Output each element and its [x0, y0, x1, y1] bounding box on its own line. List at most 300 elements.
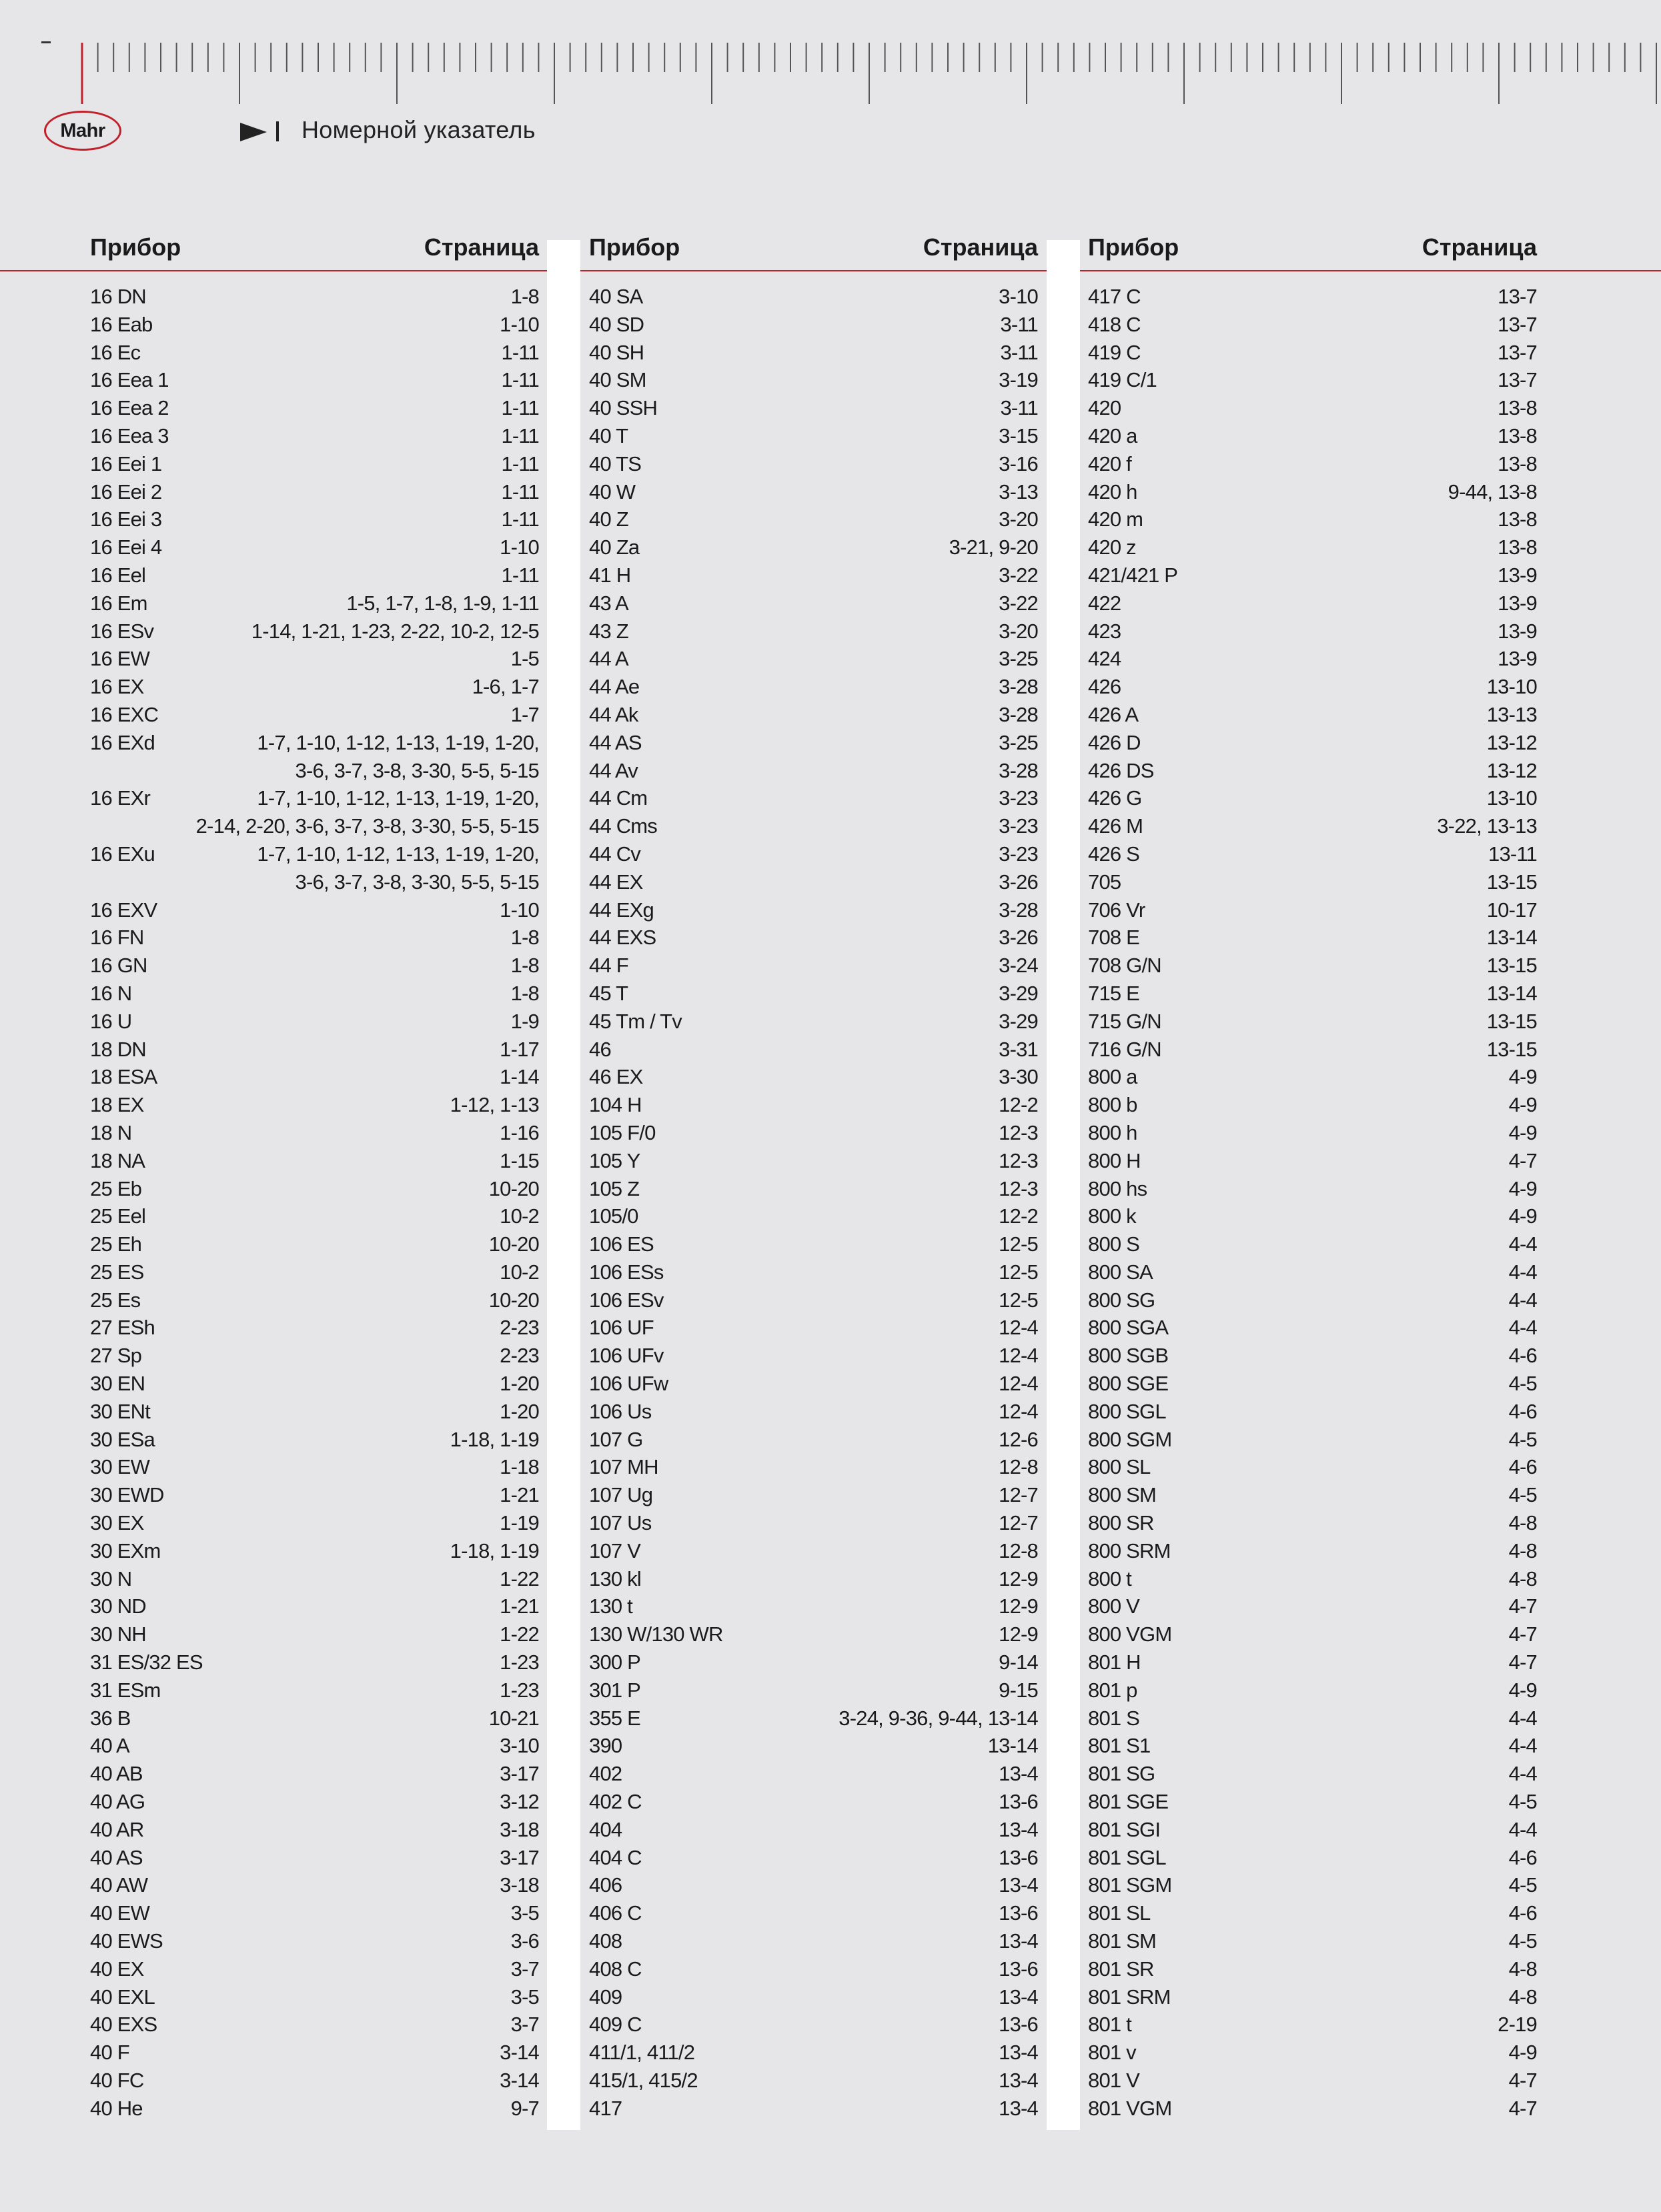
page-refs: [1498, 562, 1537, 590]
page-refs: [999, 1091, 1038, 1119]
page-ref-line: 4-9: [1508, 1678, 1537, 1702]
page-ref-line: 3-7: [510, 2013, 539, 2037]
index-row: [1088, 1509, 1537, 1537]
page-ref-line: 3-20: [999, 507, 1038, 531]
page-refs: [511, 924, 539, 952]
page-refs: [511, 980, 539, 1008]
device-name: 107 Us: [589, 1511, 652, 1535]
page-refs: [196, 784, 539, 840]
index-row: [90, 1202, 539, 1230]
page-ref-line: 3-11: [1000, 396, 1038, 420]
index-row: [1088, 533, 1537, 562]
device-name: 705: [1088, 870, 1121, 894]
device-name: 801 H: [1088, 1650, 1141, 1675]
page-refs: [511, 1983, 539, 2011]
page-refs: [500, 1342, 539, 1370]
index-row: [589, 562, 1038, 590]
page-ref-line: 3-15: [999, 423, 1038, 447]
index-row: [1088, 812, 1537, 840]
page-refs: [1509, 1091, 1537, 1119]
index-row: [90, 701, 539, 729]
page-refs: [999, 1230, 1038, 1258]
page-refs: [1509, 1230, 1537, 1258]
index-row: [589, 1008, 1038, 1036]
device-name: 801 SG: [1088, 1762, 1155, 1786]
page-refs: [999, 1481, 1038, 1509]
index-row: [1088, 283, 1537, 311]
ruler-dash: [41, 41, 51, 43]
page-ref-line: 1-23: [500, 1678, 539, 1702]
device-name: 43 Z: [589, 619, 628, 643]
device-name: 40 SM: [589, 368, 646, 392]
index-row: [1088, 1565, 1537, 1593]
index-row: [90, 1732, 539, 1760]
page-refs: [1509, 1565, 1537, 1593]
index-row: [589, 311, 1038, 339]
page-refs: [511, 645, 539, 673]
index-row: [90, 1844, 539, 1872]
page-ref-line: 3-29: [999, 1009, 1038, 1033]
page-refs: [500, 1565, 539, 1593]
device-name: 105 Y: [589, 1148, 640, 1172]
device-name: 16 EXu: [90, 842, 155, 866]
index-row: [90, 1705, 539, 1733]
device-name: 31 ESm: [90, 1678, 161, 1702]
device-name: 40 Za: [589, 535, 640, 560]
page-refs: [500, 1620, 539, 1648]
device-name: 30 ENt: [90, 1399, 150, 1423]
page-refs: [1509, 1147, 1537, 1175]
page-ref-line: 13-4: [999, 1985, 1038, 2009]
index-row: [90, 729, 539, 785]
index-row: [1088, 1342, 1537, 1370]
page-ref-line: 10-17: [1486, 898, 1537, 922]
device-name: 16 EX: [90, 675, 144, 699]
index-row: [90, 1983, 539, 2011]
page-ref-line: 13-9: [1498, 647, 1537, 671]
device-name: 130 W/130 WR: [589, 1622, 723, 1646]
page-refs: [999, 422, 1038, 450]
device-name: 16 EXC: [90, 702, 159, 726]
device-name: 107 MH: [589, 1455, 658, 1479]
page-refs: [1437, 812, 1537, 840]
mahr-logo: [44, 111, 121, 151]
index-row: [1088, 924, 1537, 952]
page-ref-line: 9-14: [999, 1650, 1038, 1675]
index-row: [90, 1648, 539, 1677]
index-row: [1088, 1816, 1537, 1844]
page-refs: [251, 618, 539, 646]
page-ref-line: 3-24, 9-36, 9-44, 13-14: [839, 1706, 1038, 1730]
page-ref-line: 3-28: [999, 898, 1038, 922]
page-ref-line: 13-13: [1486, 702, 1537, 726]
index-row: [589, 1844, 1038, 1872]
index-row: [589, 2067, 1038, 2095]
page-refs: [1487, 1036, 1537, 1064]
page-ref-line: 13-15: [1486, 1037, 1537, 1061]
device-name: 27 Sp: [90, 1344, 142, 1368]
page-ref-line: 13-4: [999, 1873, 1038, 1897]
index-row: [1088, 366, 1537, 394]
device-name: 800 SL: [1088, 1455, 1151, 1479]
page-refs: [511, 952, 539, 980]
device-name: 800 SR: [1088, 1511, 1154, 1535]
page-ref-line: 13-15: [1486, 870, 1537, 894]
index-row: [90, 450, 539, 478]
index-row: [1088, 2011, 1537, 2039]
device-name: 106 UFw: [589, 1372, 668, 1396]
page-ref-line: 4-5: [1508, 1483, 1537, 1507]
page-ref-line: 3-23: [999, 814, 1038, 838]
index-row: [589, 1063, 1038, 1091]
page-refs: [999, 1453, 1038, 1481]
device-name: 420 f: [1088, 451, 1131, 475]
index-row: [589, 757, 1038, 785]
index-row: [90, 1899, 539, 1927]
index-row: [90, 1620, 539, 1648]
index-row: [589, 1314, 1038, 1342]
index-row: [1088, 1286, 1537, 1314]
index-row: [1088, 1788, 1537, 1816]
index-row: [90, 394, 539, 422]
device-name: 30 ND: [90, 1594, 146, 1618]
index-row: [1088, 1008, 1537, 1036]
device-name: 30 EW: [90, 1455, 150, 1479]
page-ref-line: 3-25: [999, 730, 1038, 754]
page-refs: [501, 450, 539, 478]
index-row: [90, 1426, 539, 1454]
page-ref-line: 1-11: [501, 479, 539, 503]
device-name: 107 V: [589, 1538, 641, 1562]
device-name: 800 SG: [1088, 1288, 1155, 1312]
index-row: [589, 1648, 1038, 1677]
index-row: [1088, 757, 1537, 785]
device-name: 421/421 P: [1088, 563, 1178, 587]
index-row: [90, 896, 539, 924]
device-name: 25 Es: [90, 1288, 141, 1312]
device-name: 800 h: [1088, 1120, 1137, 1144]
page-ref-line: 3-5: [510, 1901, 539, 1925]
page-ref-line: 13-8: [1498, 423, 1537, 447]
page-ref-line: 1-5, 1-7, 1-8, 1-9, 1-11: [346, 591, 539, 615]
page-ref-line: 13-7: [1498, 340, 1537, 364]
device-name: 16 Em: [90, 591, 147, 615]
index-row: [589, 729, 1038, 757]
page-ref-line: 4-6: [1508, 1845, 1537, 1869]
device-name: 16 GN: [90, 954, 147, 978]
page-refs: [511, 1955, 539, 1983]
page-ref-line: 13-4: [999, 2041, 1038, 2065]
page-refs: [1498, 645, 1537, 673]
index-row: [90, 645, 539, 673]
page-refs: [511, 701, 539, 729]
index-row: [1088, 1899, 1537, 1927]
page-header: Страница: [923, 233, 1038, 261]
device-header: Прибор: [1088, 233, 1179, 261]
page-ref-line: 12-5: [999, 1232, 1038, 1256]
device-name: 44 F: [589, 954, 628, 978]
page-ref-line: 13-8: [1498, 451, 1537, 475]
device-name: 801 V: [1088, 2069, 1140, 2092]
device-name: 40 AS: [90, 1845, 143, 1869]
page-refs: [1487, 673, 1537, 701]
page-refs: [1509, 1537, 1537, 1565]
page-refs: [1509, 1453, 1537, 1481]
device-name: 40 EW: [90, 1901, 150, 1925]
index-row: [90, 1955, 539, 1983]
page-refs: [1509, 1844, 1537, 1872]
index-row: [1088, 562, 1537, 590]
index-row: [90, 1871, 539, 1899]
device-name: 800 hs: [1088, 1176, 1147, 1200]
device-name: 300 P: [589, 1650, 641, 1675]
page-refs: [501, 366, 539, 394]
device-name: 404 C: [589, 1845, 642, 1869]
page-refs: [999, 1620, 1038, 1648]
page-refs: [1498, 339, 1537, 367]
device-name: 801 SM: [1088, 1929, 1157, 1953]
page-refs: [489, 1175, 539, 1203]
device-name: 44 A: [589, 647, 628, 671]
index-row: [589, 980, 1038, 1008]
device-name: 105 Z: [589, 1176, 640, 1200]
page-refs: [999, 590, 1038, 618]
page-refs: [1509, 1286, 1537, 1314]
device-name: 800 b: [1088, 1093, 1137, 1117]
index-row: [90, 784, 539, 840]
index-row: [90, 1175, 539, 1203]
page-refs: [999, 618, 1038, 646]
index-row: [589, 1119, 1038, 1147]
index-row: [589, 366, 1038, 394]
page-refs: [501, 422, 539, 450]
index-row: [90, 283, 539, 311]
device-name: 30 EWD: [90, 1483, 164, 1507]
index-row: [1088, 339, 1537, 367]
page-ref-line: 4-6: [1508, 1455, 1537, 1479]
page-refs: [999, 1788, 1038, 1816]
page-ref-line: 2-23: [500, 1344, 539, 1368]
page-refs: [999, 645, 1038, 673]
page-ref-line: 1-20: [500, 1399, 539, 1423]
device-name: 40 EX: [90, 1957, 144, 1981]
page-refs: [999, 1955, 1038, 1983]
index-row: [90, 1788, 539, 1816]
index-row: [589, 701, 1038, 729]
page-refs: [999, 1565, 1038, 1593]
index-row: [589, 896, 1038, 924]
index-row: [589, 2039, 1038, 2067]
page-refs: [1509, 1816, 1537, 1844]
device-name: 16 Eea 2: [90, 396, 169, 420]
page-ref-line: 13-7: [1498, 285, 1537, 308]
page-ref-line: 13-11: [1488, 842, 1537, 866]
device-name: 44 EXS: [589, 926, 656, 950]
device-name: 40 SH: [589, 340, 644, 364]
page-ref-line: 3-25: [999, 647, 1038, 671]
page-refs: [999, 1760, 1038, 1788]
device-name: 106 ES: [589, 1232, 654, 1256]
page-ref-line: 3-18: [500, 1817, 539, 1841]
page-refs: [500, 1398, 539, 1426]
page-refs: [511, 283, 539, 311]
page-ref-line: 13-15: [1486, 1009, 1537, 1033]
page-refs: [501, 339, 539, 367]
page-refs: [500, 1509, 539, 1537]
page-ref-line: 4-4: [1508, 1734, 1537, 1758]
page-refs: [500, 1063, 539, 1091]
page-refs: [999, 478, 1038, 506]
page-ref-line: 3-17: [500, 1762, 539, 1786]
index-row: [1088, 1620, 1537, 1648]
page-refs: [1509, 2039, 1537, 2067]
index-row: [1088, 311, 1537, 339]
device-name: 105/0: [589, 1204, 638, 1228]
page-ref-line: 4-4: [1508, 1762, 1537, 1786]
page-ref-line: 12-3: [999, 1148, 1038, 1172]
page-refs: [500, 1370, 539, 1398]
page-ref-line: 12-2: [999, 1093, 1038, 1117]
page-refs: [1487, 868, 1537, 896]
device-name: 408 C: [589, 1957, 642, 1981]
page-refs: [1487, 980, 1537, 1008]
index-row: [1088, 1537, 1537, 1565]
page-ref-line: 13-8: [1498, 396, 1537, 420]
index-row: [589, 2011, 1038, 2039]
index-row: [90, 533, 539, 562]
page-refs: [450, 1091, 539, 1119]
page-ref-line: 1-10: [500, 898, 539, 922]
page-ref-line: 1-12, 1-13: [450, 1093, 539, 1117]
index-row: [90, 505, 539, 533]
device-name: 420 h: [1088, 479, 1137, 503]
page-ref-line: 3-21, 9-20: [949, 535, 1038, 560]
page-ref-line: 1-7, 1-10, 1-12, 1-13, 1-19, 1-20,: [257, 842, 539, 866]
index-row: [1088, 1398, 1537, 1426]
device-name: 40 He: [90, 2096, 143, 2120]
page-refs: [500, 311, 539, 339]
device-name: 420: [1088, 396, 1121, 420]
page-refs: [988, 1732, 1038, 1760]
page-refs: [1509, 1620, 1537, 1648]
page-refs: [500, 533, 539, 562]
device-name: 801 SGL: [1088, 1845, 1166, 1869]
page-ref-line: 3-19: [999, 368, 1038, 392]
device-name: 708 G/N: [1088, 954, 1161, 978]
index-row: [589, 478, 1038, 506]
page-ref-line: 3-23: [999, 786, 1038, 810]
page-ref-line: 4-8: [1508, 1538, 1537, 1562]
page-refs: [1509, 1509, 1537, 1537]
page-ref-line: 4-9: [1508, 1120, 1537, 1144]
device-name: 106 UF: [589, 1316, 654, 1340]
page-ref-line: 4-8: [1508, 1566, 1537, 1590]
page-ref-line: 13-7: [1498, 312, 1537, 336]
device-name: 40 Z: [589, 507, 628, 531]
page-ref-line: 9-44, 13-8: [1448, 479, 1537, 503]
index-row: [589, 1370, 1038, 1398]
page-ref-line: 4-7: [1508, 2069, 1537, 2092]
index-row: [1088, 1063, 1537, 1091]
device-name: 45 Tm / Tv: [589, 1009, 682, 1033]
page-refs: [501, 478, 539, 506]
page-ref-line: 13-9: [1498, 563, 1537, 587]
device-name: 16 Eel: [90, 563, 146, 587]
index-row: [90, 1119, 539, 1147]
page-ref-line: 4-7: [1508, 1650, 1537, 1675]
device-name: 30 NH: [90, 1622, 146, 1646]
device-name: 16 EXr: [90, 786, 150, 810]
device-name: 800 SM: [1088, 1483, 1157, 1507]
device-name: 801 SR: [1088, 1957, 1154, 1981]
page-ref-line: 3-11: [1000, 312, 1038, 336]
device-name: 417: [589, 2096, 622, 2120]
page-ref-line: 13-6: [999, 1901, 1038, 1925]
page-ref-line: 3-14: [500, 2041, 539, 2065]
device-name: 800 k: [1088, 1204, 1136, 1228]
device-name: 40 T: [589, 423, 628, 447]
page-ref-line: 4-6: [1508, 1901, 1537, 1925]
device-name: 800 SA: [1088, 1260, 1153, 1284]
index-row: [1088, 1481, 1537, 1509]
device-name: 801 t: [1088, 2013, 1131, 2037]
index-row: [90, 1230, 539, 1258]
device-name: 30 EN: [90, 1372, 145, 1396]
device-name: 800 t: [1088, 1566, 1131, 1590]
index-row: [589, 1537, 1038, 1565]
index-row: [589, 673, 1038, 701]
page-ref-line: 12-9: [999, 1622, 1038, 1646]
index-row: [589, 1147, 1038, 1175]
page-ref-line: 13-6: [999, 1845, 1038, 1869]
device-name: 423: [1088, 619, 1121, 643]
device-name: 420 m: [1088, 507, 1143, 531]
device-name: 800 VGM: [1088, 1622, 1172, 1646]
index-row: [1088, 1091, 1537, 1119]
device-name: 106 ESs: [589, 1260, 664, 1284]
page-refs: [999, 283, 1038, 311]
page-refs: [1509, 1175, 1537, 1203]
page-ref-line: 1-21: [500, 1594, 539, 1618]
index-row: [589, 1036, 1038, 1064]
device-name: 40 SD: [589, 312, 644, 336]
device-name: 46 EX: [589, 1065, 643, 1089]
device-name: 426 M: [1088, 814, 1143, 838]
index-row: [589, 394, 1038, 422]
index-row: [589, 1175, 1038, 1203]
page-ref-line: 1-14, 1-21, 1-23, 2-22, 10-2, 12-5: [251, 619, 539, 643]
index-row: [1088, 952, 1537, 980]
index-row: [90, 840, 539, 896]
page-refs: [500, 1147, 539, 1175]
page-refs: [489, 1286, 539, 1314]
device-name: 44 Ak: [589, 702, 638, 726]
index-row: [589, 1342, 1038, 1370]
index-row: [589, 952, 1038, 980]
page-ref-line: 4-6: [1508, 1344, 1537, 1368]
page-ref-line: 4-9: [1508, 1093, 1537, 1117]
page-ref-line: 4-7: [1508, 1622, 1537, 1646]
page-ref-line: 13-6: [999, 1790, 1038, 1814]
page-refs: [501, 562, 539, 590]
device-name: 801 SGI: [1088, 1817, 1161, 1841]
index-row: [1088, 590, 1537, 618]
index-row: [1088, 2039, 1537, 2067]
page-refs: [1509, 1899, 1537, 1927]
page-ref-line: 3-22: [999, 563, 1038, 587]
page-ref-line: 3-29: [999, 981, 1038, 1005]
page-refs: [999, 784, 1038, 812]
